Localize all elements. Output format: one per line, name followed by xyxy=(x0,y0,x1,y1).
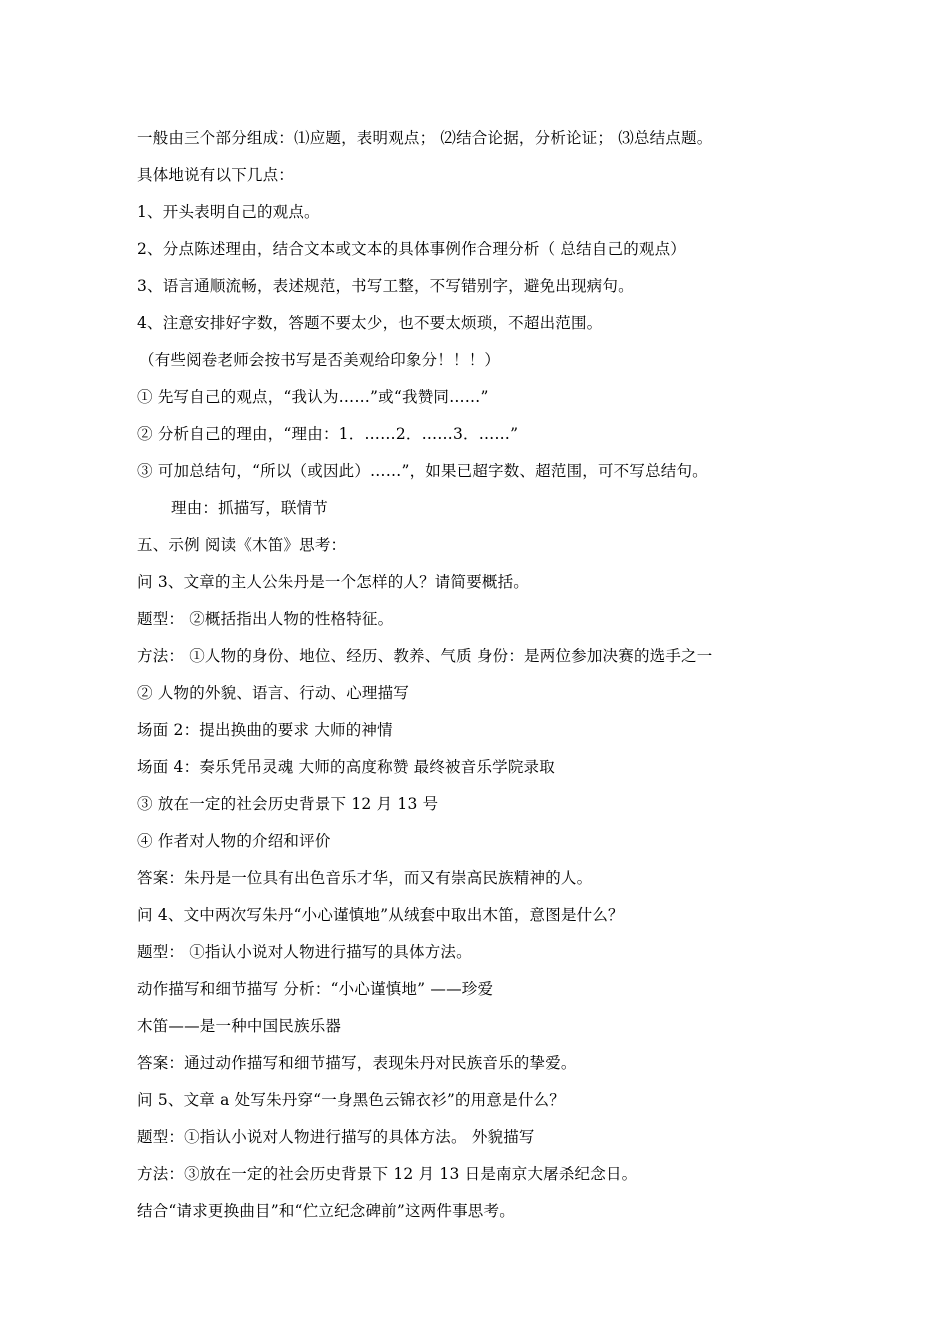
text-line: 4、注意安排好字数，答题不要太少，也不要太烦琐，不超出范围。 xyxy=(137,314,603,332)
text-line: 1、开头表明自己的观点。 xyxy=(137,203,320,221)
text-line: 3、语言通顺流畅，表述规范，书写工整，不写错别字，避免出现病句。 xyxy=(137,277,634,295)
text-line: ④ 作者对人物的介绍和评价 xyxy=(137,832,331,850)
text-line: 方法： ①人物的身份、地位、经历、教养、气质 身份：是两位参加决赛的选手之一 xyxy=(137,647,713,665)
text-line: 场面 4：奏乐凭吊灵魂 大师的高度称赞 最终被音乐学院录取 xyxy=(137,758,555,776)
text-line: 理由：抓描写，联情节 xyxy=(171,499,329,517)
text-line: 方法：③放在一定的社会历史背景下 12 月 13 日是南京大屠杀纪念日。 xyxy=(137,1165,638,1183)
document-body xyxy=(137,124,837,1234)
text-line: 木笛——是一种中国民族乐器 xyxy=(137,1017,342,1035)
text-line: 答案：朱丹是一位具有出色音乐才华，而又有崇高民族精神的人。 xyxy=(137,869,593,887)
text-line: ③ 可加总结句，“所以（或因此）……”，如果已超字数、超范围，可不写总结句。 xyxy=(137,462,708,480)
text-line: 一般由三个部分组成：⑴应题，表明观点； ⑵结合论据，分析论证； ⑶总结点题。 xyxy=(137,129,713,147)
text-line: 题型： ①指认小说对人物进行描写的具体方法。 xyxy=(137,943,472,961)
text-line: 题型：①指认小说对人物进行描写的具体方法。 外貌描写 xyxy=(137,1128,535,1146)
text-line: 结合“请求更换曲目”和“伫立纪念碑前”这两件事思考。 xyxy=(137,1202,515,1220)
text-line: 动作描写和细节描写 分析：“小心谨慎地” ——珍爱 xyxy=(137,980,494,998)
text-line: 2、分点陈述理由，结合文本或文本的具体事例作合理分析（ 总结自己的观点） xyxy=(137,240,686,258)
text-line: 答案：通过动作描写和细节描写，表现朱丹对民族音乐的挚爱。 xyxy=(137,1054,577,1072)
text-line: ① 先写自己的观点，“我认为……”或“我赞同……” xyxy=(137,388,489,406)
text-line: 题型： ②概括指出人物的性格特征。 xyxy=(137,610,394,628)
text-line: 问 3、文章的主人公朱丹是一个怎样的人？请简要概括。 xyxy=(137,573,529,591)
text-line: 问 4、文中两次写朱丹“小心谨慎地”从绒套中取出木笛，意图是什么？ xyxy=(137,906,624,924)
text-line: ② 人物的外貌、语言、行动、心理描写 xyxy=(137,684,410,702)
text-line: 场面 2：提出换曲的要求 大师的神情 xyxy=(137,721,393,739)
text-line: 问 5、文章 a 处写朱丹穿“一身黑色云锦衣衫”的用意是什么？ xyxy=(137,1091,565,1109)
section-heading: 五、示例 阅读《木笛》思考： xyxy=(137,536,347,554)
text-line: ② 分析自己的理由，“理由：1．……2．……3．……” xyxy=(137,425,519,443)
text-line: ③ 放在一定的社会历史背景下 12 月 13 号 xyxy=(137,795,439,813)
text-line: （有些阅卷老师会按书写是否美观给印象分！！！） xyxy=(139,351,501,369)
text-line: 具体地说有以下几点： xyxy=(137,166,295,184)
